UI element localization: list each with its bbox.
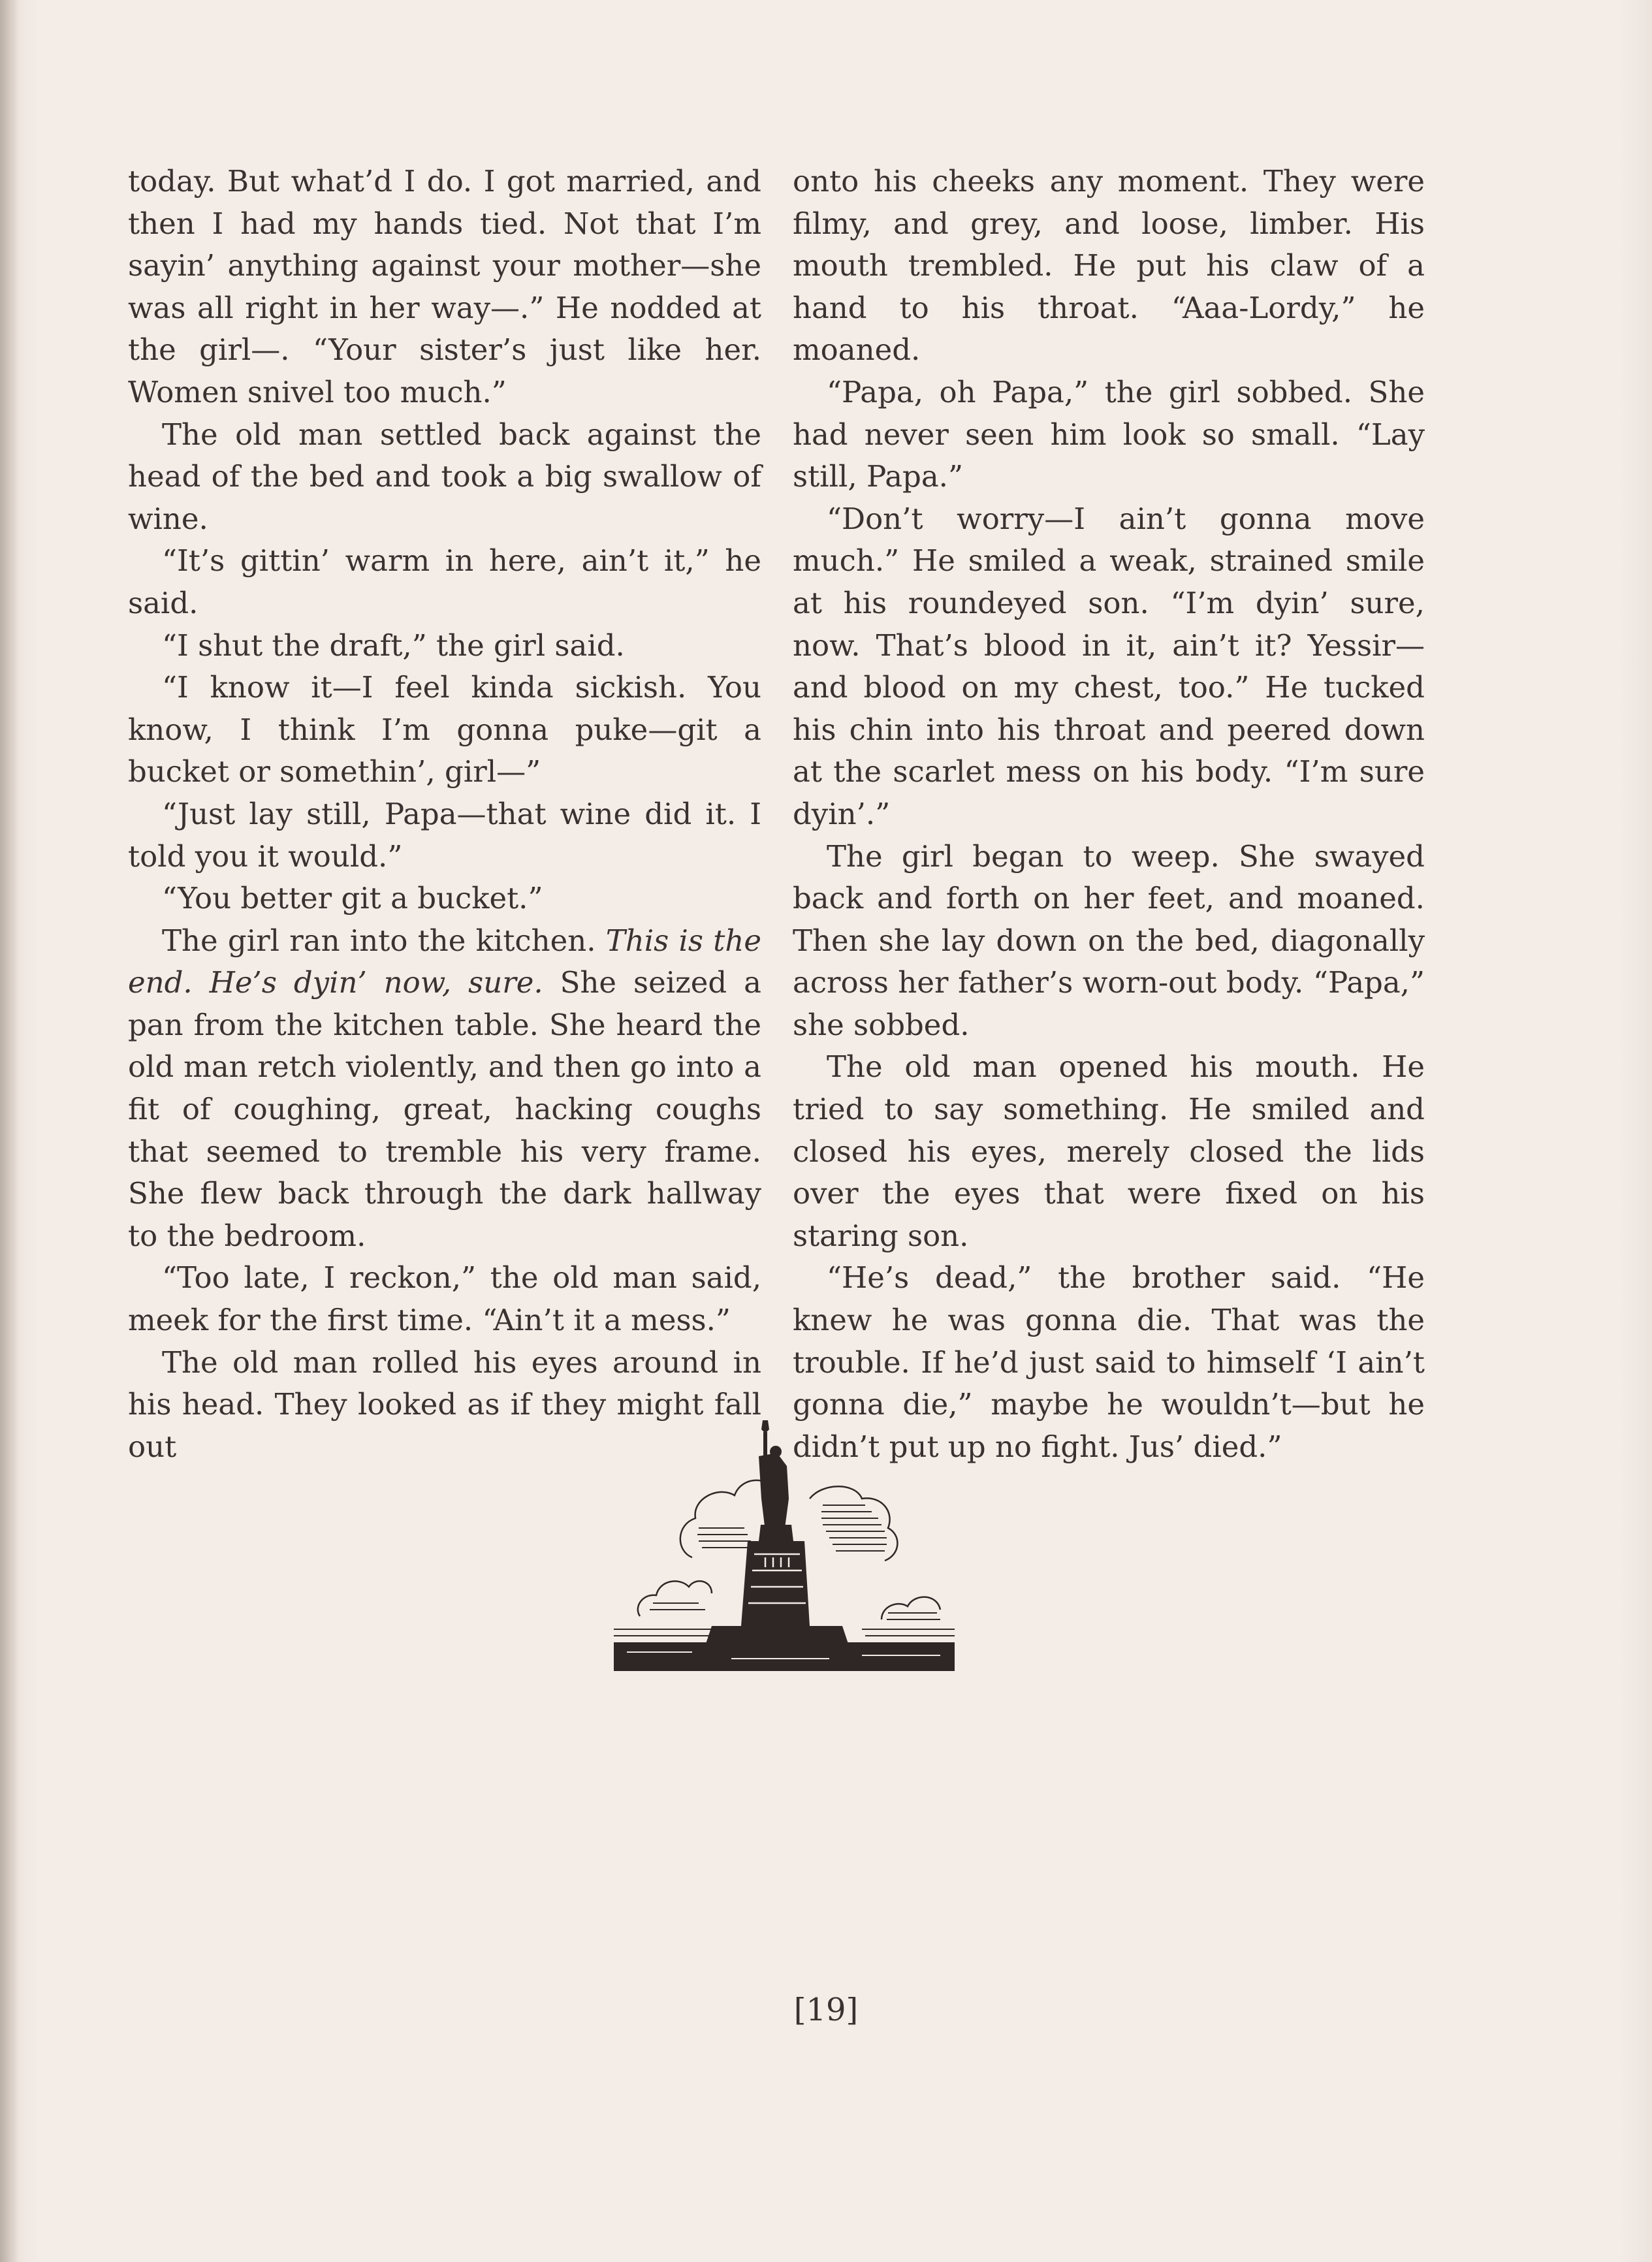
italic-text: This is the end. He’s dyin’ now, sure.	[128, 923, 761, 1000]
paragraph	[128, 920, 761, 1258]
paragraph: “It’s gittin’ warm in here, ain’t it,” he said.	[128, 543, 761, 620]
paragraph: “I shut the draft,” the girl said.	[162, 628, 625, 663]
paragraph: The old man opened his mouth. He tried to say something. He smiled and closed his eyes, merely closed the lids over the eyes that were fixed on his staring son.	[793, 1049, 1425, 1253]
paragraph: today. But what’d I do. I got married, and then I had my hands tied. Not that I’m sayin’ anything against your mother—she was all right in her way—.” He nodded at the girl—. “Your sister’s just like her. Women snivel too much.”	[128, 164, 761, 409]
paragraph: The girl began to weep. She swayed back and forth on her feet, and moaned. Then she lay down on the bed, diagonally across her father’s worn-out body. “Papa,” she sobbed.	[793, 838, 1425, 1042]
pedestal	[705, 1541, 849, 1646]
statue-figure	[759, 1420, 793, 1541]
paragraph: The old man settled back against the head of the bed and took a big swallow of wine.	[128, 417, 761, 536]
text-run: She seized a pan from the kitchen table. She heard the old man retch violently, and then go into a fit of coughing, great, hacking coughs that seemed to tremble his very frame. She flew back through the dark hallway to the bedroom.	[128, 965, 761, 1253]
statue-of-liberty-illustration	[614, 1420, 955, 1671]
paragraph: The old man rolled his eyes around in his head. They looked as if they might fall out	[128, 1345, 761, 1464]
paragraph: “Papa, oh Papa,” the girl sobbed. She had never seen him look so small. “Lay still, Papa.”	[793, 374, 1425, 494]
page-number: [19]	[793, 1992, 859, 2028]
paragraph: “I know it—I feel kinda sickish. You know, I think I’m gonna puke—git a bucket or somethin’, girl—”	[128, 670, 761, 789]
paragraph: “Just lay still, Papa—that wine did it. I told you it would.”	[128, 796, 761, 874]
paragraph: “Too late, I reckon,” the old man said, meek for the first time. “Ain’t it a mess.”	[128, 1260, 761, 1338]
paragraph: “Don’t worry—I ain’t gonna move much.” He smiled a weak, strained smile at his roundeyed son. “I’m dyin’ sure, now. That’s blood in it, ain’t it? Yessir—and blood on my chest, too.” He tucked his chin into his throat and peered down at the scarlet mess on his body. “I’m sure dyin’.”	[793, 501, 1425, 831]
paragraph: onto his cheeks any moment. They were filmy, and grey, and loose, limber. His mouth trembled. He put his claw of a hand to his throat. “Aaa-Lordy,” he moaned.	[793, 164, 1425, 368]
paragraph: “He’s dead,” the brother said. “He knew he was gonna die. That was the trouble. If he’d just said to himself ‘I ain’t gonna die,” maybe he wouldn’t—but he didn’t put up no fight. Jus’ died.”	[793, 1260, 1425, 1464]
text-run: The girl ran into the kitchen.	[162, 923, 606, 958]
ground	[614, 1642, 955, 1671]
paragraph: “You better git a bucket.”	[162, 881, 543, 916]
right-text-column	[793, 161, 1425, 1468]
left-text-column	[128, 161, 761, 1468]
